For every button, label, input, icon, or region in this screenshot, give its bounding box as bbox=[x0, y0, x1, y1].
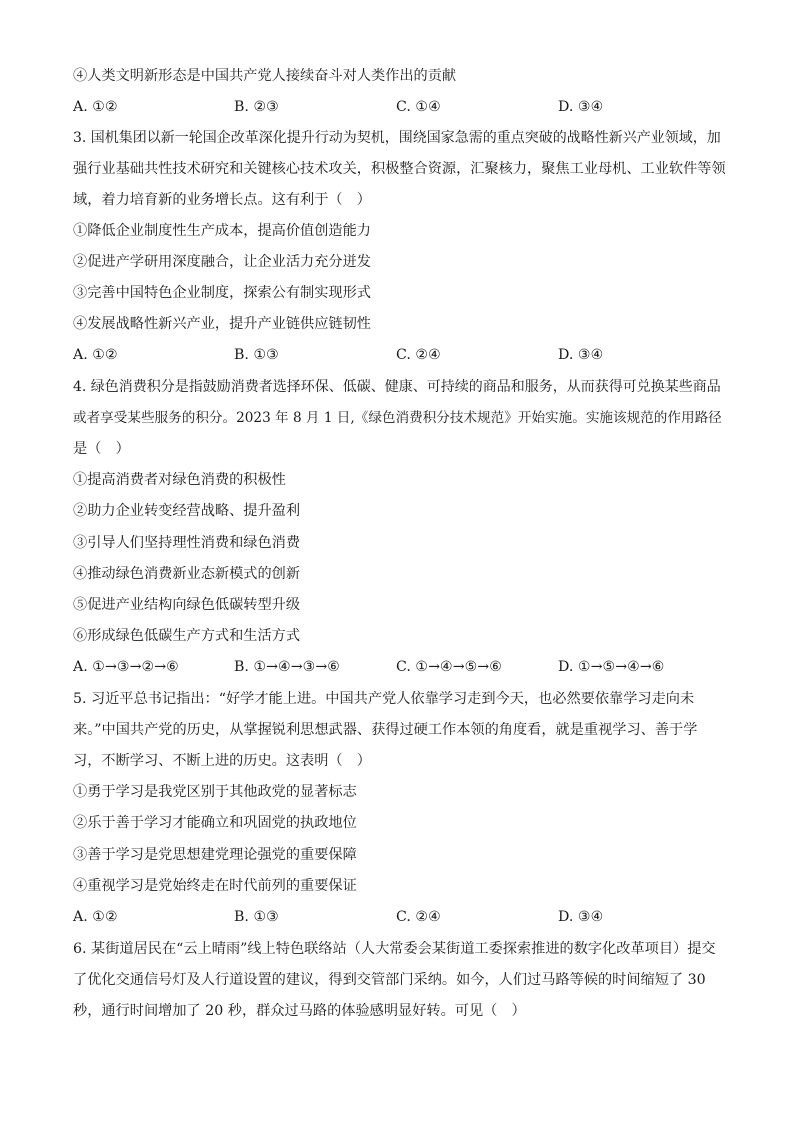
q4-statement-5: ⑤促进产业结构向绿色低碳转型升级 bbox=[73, 597, 301, 613]
q3-statement-1: ①降低企业制度性生产成本，提高价值创造能力 bbox=[73, 223, 371, 239]
q5-options bbox=[73, 907, 725, 927]
q3-stem-line-3: 域，着力培育新的业务增长点。这有利于（ ） bbox=[73, 192, 371, 208]
q4-statement-6: ⑥形成绿色低碳生产方式和生活方式 bbox=[73, 628, 301, 644]
q4-statement-4: ④推动绿色消费新业态新模式的创新 bbox=[73, 566, 301, 582]
q3-option-c: C. ②④ bbox=[396, 347, 441, 363]
q5-statement-1: ①勇于学习是我党区别于其他政党的显著标志 bbox=[73, 784, 357, 800]
q3-stem-line-2: 强行业基础共性技术研究和关键核心技术攻关，积极整合资源，汇聚核力，聚焦工业母机、工业软件等领 bbox=[73, 161, 726, 177]
q6-stem-line-1: 6. 某街道居民在“云上晴雨”线上特色联络站（人大常委会某街道工委探索推进的数字化改革项目）提交 bbox=[73, 941, 716, 957]
q2-option-a: A. ①② bbox=[73, 99, 118, 115]
q5-stem-line-3: 习，不断学习、不断上进的历史。这表明（ ） bbox=[73, 753, 371, 769]
q5-statement-2: ②乐于善于学习才能确立和巩固党的执政地位 bbox=[73, 815, 357, 831]
q2-option-c: C. ①④ bbox=[396, 99, 441, 115]
q2-statement-4: ④人类文明新形态是中国共产党人接续奋斗对人类作出的贡献 bbox=[73, 68, 457, 84]
q3-options bbox=[73, 345, 725, 365]
q5-option-b: B. ①③ bbox=[234, 909, 279, 925]
q4-option-a: A. ①→③→②→⑥ bbox=[73, 659, 179, 675]
q4-stem-line-1: 4. 绿色消费积分是指鼓励消费者选择环保、低碳、健康、可持续的商品和服务，从而获得可兑换某些商品 bbox=[73, 379, 721, 395]
q4-option-c: C. ①→④→⑤→⑥ bbox=[396, 659, 502, 675]
q4-statement-1: ①提高消费者对绿色消费的积极性 bbox=[73, 472, 286, 488]
q5-stem-line-1: 5. 习近平总书记指出：“好学才能上进。中国共产党人依靠学习走到今天，也必然要依靠学习走向未 bbox=[73, 691, 695, 707]
q4-stem-line-3: 是（ ） bbox=[73, 441, 130, 457]
q3-option-d: D. ③④ bbox=[558, 347, 604, 363]
q6-stem-line-3: 秒，通行时间增加了 20 秒，群众过马路的体验感明显好转。可见（ ） bbox=[73, 1003, 526, 1019]
q4-statement-2: ②助力企业转变经营战略、提升盈利 bbox=[73, 503, 301, 519]
q3-stem-line-1: 3. 国机集团以新一轮国企改革深化提升行动为契机，围绕国家急需的重点突破的战略性新兴产业领域，加 bbox=[73, 130, 721, 146]
q2-options bbox=[73, 97, 725, 117]
q3-statement-3: ③完善中国特色企业制度，探索公有制实现形式 bbox=[73, 285, 371, 301]
q4-statement-3: ③引导人们坚持理性消费和绿色消费 bbox=[73, 535, 301, 551]
q3-option-b: B. ①③ bbox=[234, 347, 279, 363]
q3-statement-4: ④发展战略性新兴产业，提升产业链供应链韧性 bbox=[73, 316, 371, 332]
q2-option-b: B. ②③ bbox=[234, 99, 279, 115]
q6-stem-line-2: 了优化交通信号灯及人行道设置的建议，得到交管部门采纳。如今，人们过马路等候的时间缩短了 30 bbox=[73, 972, 706, 988]
q4-options bbox=[73, 657, 725, 677]
q3-statement-2: ②促进产学研用深度融合，让企业活力充分迸发 bbox=[73, 254, 371, 270]
q5-option-a: A. ①② bbox=[73, 909, 118, 925]
q5-option-d: D. ③④ bbox=[558, 909, 604, 925]
q5-statement-4: ④重视学习是党始终走在时代前列的重要保证 bbox=[73, 878, 357, 894]
q5-option-c: C. ②④ bbox=[396, 909, 441, 925]
q5-statement-3: ③善于学习是党思想建党理论强党的重要保障 bbox=[73, 847, 357, 863]
q5-stem-line-2: 来。”中国共产党的历史，从掌握锐利思想武器、获得过硬工作本领的角度看，就是重视学习、善于学 bbox=[73, 722, 698, 738]
q4-stem-line-2: 或者享受某些服务的积分。2023 年 8 月 1 日,《绿色消费积分技术规范》开始实施。实施该规范的作用路径 bbox=[73, 410, 722, 426]
q2-option-d: D. ③④ bbox=[558, 99, 604, 115]
q4-option-d: D. ①→⑤→④→⑥ bbox=[558, 659, 665, 675]
q4-option-b: B. ①→④→③→⑥ bbox=[234, 659, 340, 675]
q3-option-a: A. ①② bbox=[73, 347, 118, 363]
